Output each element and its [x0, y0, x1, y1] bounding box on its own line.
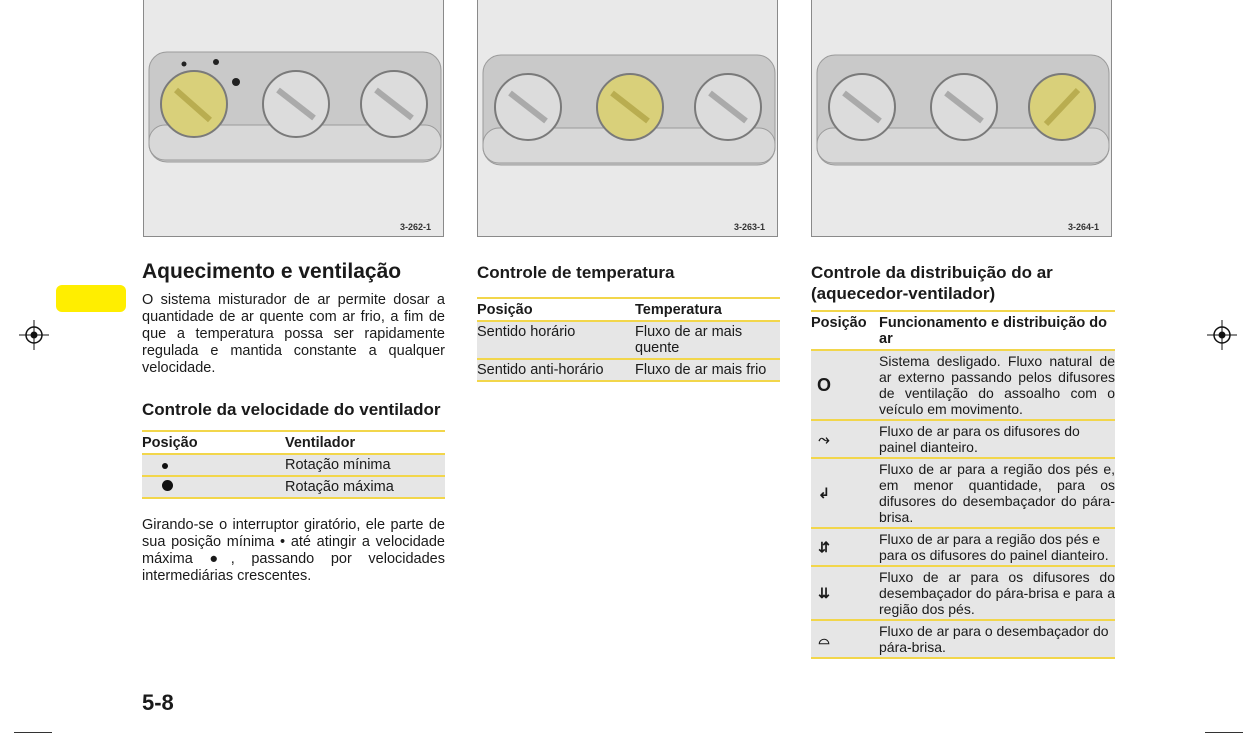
row-value: Rotação máxima: [285, 476, 445, 498]
table-row: [142, 454, 445, 476]
row-value: Fluxo de ar para os difusores do desembaçador do pára-brisa e para a região dos pés.: [879, 566, 1115, 620]
column-header: Posição: [811, 311, 879, 350]
figure-code: 3-263-1: [733, 222, 765, 232]
table-row: [477, 359, 780, 381]
row-position: Sentido horário: [477, 321, 635, 359]
crop-mark: [1205, 732, 1243, 733]
section-title: Controle da distribuição do ar (aquecedor-ventilador): [811, 263, 1053, 303]
vent-floor-panel-icon: ⇵: [818, 539, 830, 555]
control-panel-illustration: [478, 0, 778, 237]
vent-floor-icon: ↲: [818, 485, 830, 501]
table-row: [811, 458, 1115, 528]
figure-temperature-control: [477, 0, 778, 237]
control-panel-illustration: [144, 0, 444, 237]
section-title: Aquecimento e ventilação: [142, 260, 402, 283]
vent-panel-icon: ⤳: [818, 431, 830, 447]
page-number: 5-8: [142, 690, 174, 715]
section-heating: [142, 260, 445, 585]
section-title: Controle de temperatura: [477, 263, 675, 282]
distribution-table: [811, 310, 1115, 659]
row-value: Fluxo de ar mais frio: [635, 359, 780, 381]
intro-paragraph: O sistema misturador de ar permite dosar a quantidade de ar quente com ar frio, a fim de que a temperatura possa ser rapidamente regulada e mantida constante a qualquer velocidade.: [142, 292, 445, 376]
large-dot-icon: [142, 476, 285, 498]
table-row: [477, 321, 780, 359]
row-value: Fluxo de ar para o desembaçador do pára-brisa.: [879, 620, 1115, 658]
table-header-row: [477, 298, 780, 321]
section-temperature: [477, 262, 780, 382]
table-row: [142, 476, 445, 498]
small-dot-icon: [142, 454, 285, 476]
figure-fan-control: [143, 0, 444, 237]
vent-defrost-floor-icon: ⇊: [818, 585, 830, 601]
fan-speed-title: Controle da velocidade do ventilador: [142, 400, 441, 419]
row-position: Sentido anti-horário: [477, 359, 635, 381]
row-value: Fluxo de ar para a região dos pés e para os difusores do painel dianteiro.: [879, 528, 1115, 566]
table-row: [811, 566, 1115, 620]
column-header: Temperatura: [635, 298, 780, 321]
table-row: [811, 350, 1115, 420]
table-header-row: [811, 311, 1115, 350]
column-header: Posição: [142, 431, 285, 454]
off-circle-icon: O: [816, 374, 831, 395]
windshield-defrost-icon: ⌓: [818, 631, 830, 647]
row-value: Rotação mínima: [285, 454, 445, 476]
figure-code: 3-262-1: [399, 222, 431, 232]
fan-description: Girando-se o interruptor giratório, ele parte de sua posição mínima • até atingir a velocidade máxima ●, passando por velocidades intermediárias crescentes.: [142, 517, 445, 584]
row-value: Fluxo de ar para os difusores do painel dianteiro.: [879, 420, 1115, 458]
row-value: Fluxo de ar mais quente: [635, 321, 780, 359]
table-row: [811, 420, 1115, 458]
figure-code: 3-264-1: [1067, 222, 1099, 232]
table-row: [811, 620, 1115, 658]
section-distribution: [811, 262, 1115, 659]
row-value: Sistema desligado. Fluxo natural de ar externo passando pelos difusores de ventilação do assoalho com o veículo em movimento.: [879, 350, 1115, 420]
figure-distribution-control: [811, 0, 1112, 237]
column-header: Posição: [477, 298, 635, 321]
crop-mark: [14, 732, 52, 733]
registration-mark-icon: [1207, 320, 1237, 350]
temperature-table: [477, 297, 780, 382]
table-header-row: [142, 431, 445, 454]
fan-speed-table: [142, 430, 445, 499]
column-header: Ventilador: [285, 431, 445, 454]
registration-mark-icon: [19, 320, 49, 350]
chapter-tab: [56, 285, 126, 312]
table-row: [811, 528, 1115, 566]
row-value: Fluxo de ar para a região dos pés e, em menor quantidade, para os difusores do desembaçador do pára-brisa.: [879, 458, 1115, 528]
control-panel-illustration: [812, 0, 1112, 237]
column-header: Funcionamento e distribuição do ar: [879, 311, 1115, 350]
